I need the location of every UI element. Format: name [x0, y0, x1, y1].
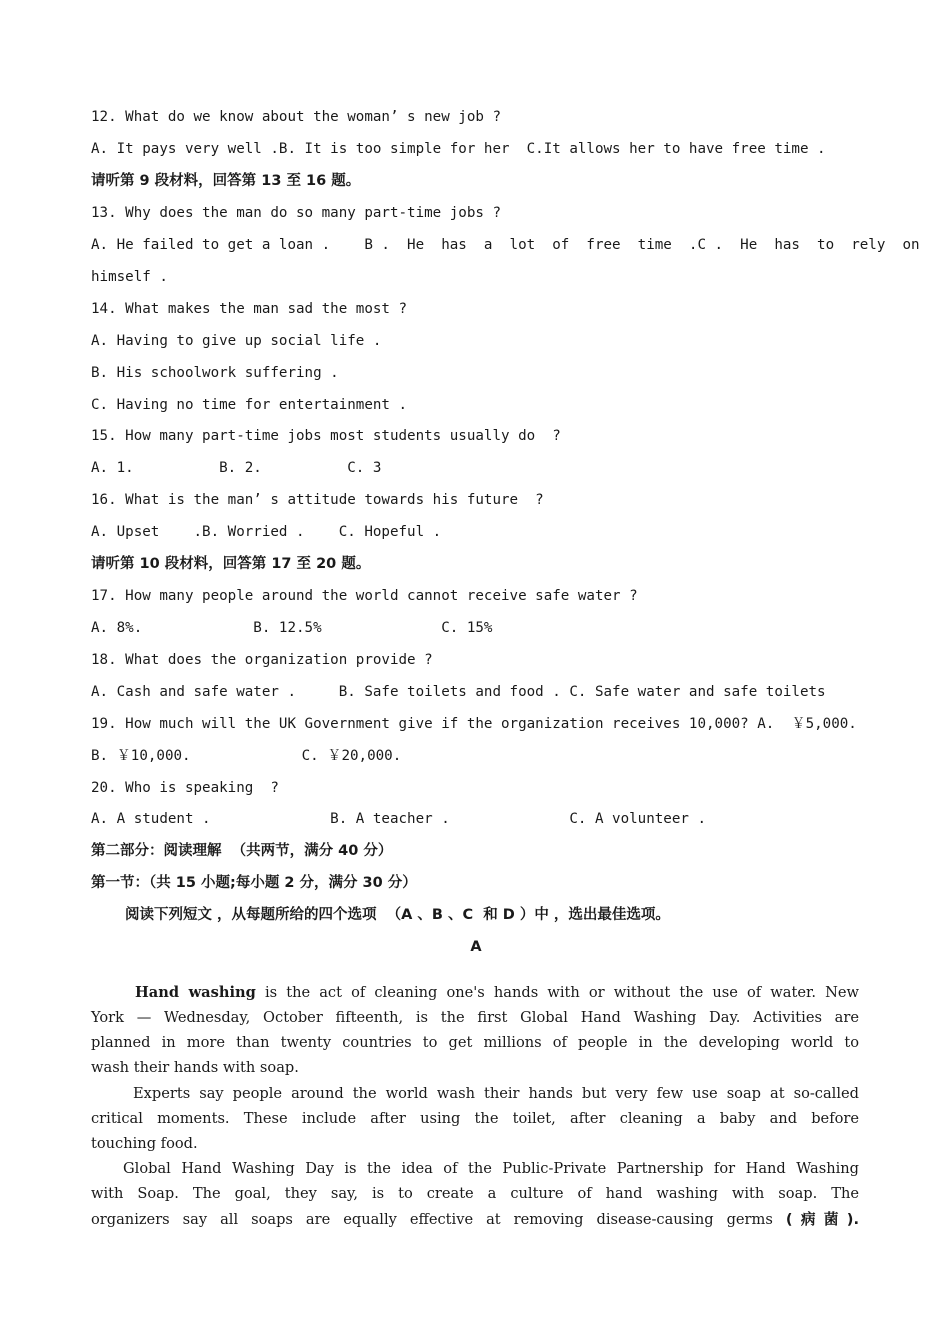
passage-p3-line3: organizers say all soaps are equally effective at removing disease-causing germs: [91, 1211, 773, 1228]
passage-p3-line1: Global Hand Washing Day is the idea of the Public-Private Partnership for Hand Washing: [123, 1160, 859, 1177]
question-18-options: A. Cash and safe water . B. Safe toilets and food . C. Safe water and safe toilets: [91, 684, 826, 700]
passage-p3-line2: with Soap. The goal, they say, is to create a culture of hand washing with soap. The: [91, 1185, 859, 1202]
reading-instructions: 阅读下列短文 ，从每题所给的四个选项 （A 、B 、C 和 D ）中 ，选出最佳选项。: [125, 907, 670, 923]
question-14-option-c: C. Having no time for entertainment .: [91, 397, 408, 413]
question-18: 18. What does the organization provide ?: [91, 652, 433, 668]
passage-p1-line1: is the act of cleaning one's hands with or without the use of water. New: [255, 984, 859, 1001]
section-10-heading: 请听第 10 段材料，回答第 17 至 20 题。: [91, 556, 371, 572]
question-20-options: A. A student . B. A teacher . C. A volunteer .: [91, 811, 706, 827]
question-13-options-cont: himself .: [91, 269, 168, 285]
question-16-options: A. Upset .B. Worried . C. Hopeful .: [91, 524, 442, 540]
question-12-options: A. It pays very well .B. It is too simple for her C.It allows her to have free time .: [91, 141, 826, 157]
question-19: 19. How much will the UK Government give if the organization receives 10,000? A. ￥5,000.: [91, 716, 857, 732]
question-16: 16. What is the man’ s attitude towards his future ?: [91, 492, 544, 508]
question-13-options: A. He failed to get a loan . B . He has a lot of free time .C . He has to rely on: [91, 237, 920, 253]
question-12: 12. What do we know about the woman’ s new job ?: [91, 109, 501, 125]
part-2-title: 第二部分：阅读理解 （共两节，满分 40 分）: [91, 843, 393, 859]
question-17: 17. How many people around the world cannot receive safe water ?: [91, 588, 638, 604]
question-15: 15. How many part-time jobs most students usually do ?: [91, 428, 561, 444]
passage-letter: A: [470, 939, 482, 955]
passage-keyword: Hand washing: [135, 984, 256, 1001]
passage-p1-line3: planned in more than twenty countries to get millions of people in the developing world to: [91, 1034, 859, 1051]
passage-p2-line1: Experts say people around the world wash their hands but very few use soap at so-called: [133, 1085, 859, 1102]
question-17-options: A. 8%. B. 12.5% C. 15%: [91, 620, 493, 636]
section-1-title: 第一节：（共 15 小题;每小题 2 分，满分 30 分）: [91, 875, 417, 891]
question-15-options: A. 1. B. 2. C. 3: [91, 460, 382, 476]
question-14: 14. What makes the man sad the most ?: [91, 301, 408, 317]
passage-germs-gloss: (病菌).: [785, 1211, 859, 1228]
passage-p1-line2: York — Wednesday, October fifteenth, is the first Global Hand Washing Day. Activities are: [91, 1009, 859, 1026]
question-20: 20. Who is speaking ?: [91, 780, 279, 796]
passage-p2-line2: critical moments. These include after using the toilet, after cleaning a baby and before: [91, 1110, 859, 1127]
passage-p1-line4: wash their hands with soap.: [91, 1059, 299, 1076]
question-19-options: B. ￥10,000. C. ￥20,000.: [91, 748, 402, 764]
question-14-option-b: B. His schoolwork suffering .: [91, 365, 339, 381]
question-13: 13. Why does the man do so many part-time jobs ?: [91, 205, 501, 221]
question-14-option-a: A. Having to give up social life .: [91, 333, 382, 349]
section-9-heading: 请听第 9 段材料，回答第 13 至 16 题。: [91, 173, 361, 189]
passage-p2-line3: touching food.: [91, 1135, 198, 1152]
